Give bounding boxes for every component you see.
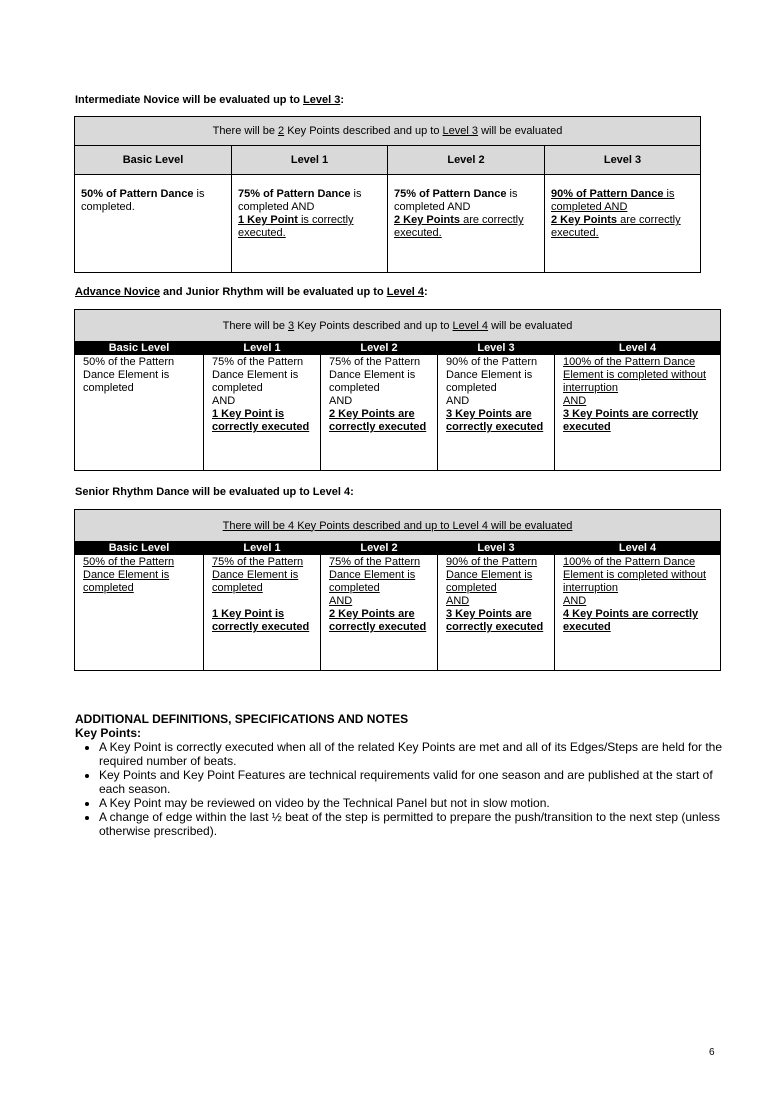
cell-level-3: 90% of the Pattern Dance Element is completed AND 3 Key Points are correctly executed	[438, 355, 555, 471]
header-level-1: Level 1	[204, 542, 321, 555]
notes-subtitle: Key Points:	[75, 726, 142, 740]
list-item: • A Key Point may be reviewed on video by the Technical Panel but not in slow motion.	[99, 796, 725, 810]
list-item: • Key Points and Key Point Features are technical requirements valid for one season and are published at the start of each season.	[99, 768, 725, 796]
heading-level: Level 3	[303, 94, 341, 106]
notes-title: ADDITIONAL DEFINITIONS, SPECIFICATIONS AND NOTES	[75, 712, 409, 726]
cell-basic-level: 50% of Pattern Dance is completed.	[75, 175, 232, 273]
cell-level-1: 75% of the Pattern Dance Element is completed AND 1 Key Point is correctly executed	[204, 355, 321, 471]
header-level-2: Level 2	[388, 146, 545, 175]
cell-level-3: 90% of Pattern Dance is completed AND 2 Key Points are correctly executed.	[545, 175, 701, 273]
header-level-3: Level 3	[545, 146, 701, 175]
header-level-2: Level 2	[321, 342, 438, 355]
header-level-1: Level 1	[204, 342, 321, 355]
intermediate-novice-table	[74, 116, 701, 273]
cell-level-2: 75% of the Pattern Dance Element is completed AND 2 Key Points are correctly executed	[321, 555, 438, 671]
header-level-4: Level 4	[555, 342, 721, 355]
header-basic-level: Basic Level	[75, 342, 204, 355]
cell-level-4: 100% of the Pattern Dance Element is completed without interruption AND 4 Key Points are correctly executed	[555, 555, 721, 671]
heading-text: Intermediate Novice will be evaluated up to	[75, 94, 304, 106]
header-level-4: Level 4	[555, 542, 721, 555]
advance-novice-junior-table	[74, 309, 721, 471]
header-level-2: Level 2	[321, 542, 438, 555]
table-caption: There will be 4 Key Points described and up to Level 4 will be evaluated	[75, 510, 721, 542]
section3-heading: Senior Rhythm Dance will be evaluated up to Level 4:	[75, 486, 354, 498]
header-basic-level: Basic Level	[75, 146, 232, 175]
page-number: 6	[709, 1047, 715, 1058]
notes-list	[75, 740, 725, 838]
table-caption: There will be 2 Key Points described and up to Level 3 will be evaluated	[75, 117, 701, 146]
senior-rhythm-table	[74, 509, 721, 671]
cell-level-3: 90% of the Pattern Dance Element is completed AND 3 Key Points are correctly executed	[438, 555, 555, 671]
list-item: • A change of edge within the last ½ beat of the step is permitted to prepare the push/transition to the next step (unless otherwise prescribed).	[99, 810, 725, 838]
cell-level-2: 75% of Pattern Dance is completed AND 2 Key Points are correctly executed.	[388, 175, 545, 273]
section1-heading	[75, 94, 344, 106]
list-item: • A Key Point is correctly executed when all of the related Key Points are met and all of its Edges/Steps are held for the required number of beats.	[99, 740, 725, 768]
section2-heading: Advance Novice and Junior Rhythm will be evaluated up to Level 4:	[75, 286, 428, 298]
cell-basic-level: 50% of the Pattern Dance Element is completed	[75, 355, 204, 471]
header-level-1: Level 1	[232, 146, 388, 175]
table-caption: There will be 3 Key Points described and up to Level 4 will be evaluated	[75, 310, 721, 342]
header-level-3: Level 3	[438, 342, 555, 355]
cell-level-4: 100% of the Pattern Dance Element is completed without interruption AND 3 Key Points are correctly executed	[555, 355, 721, 471]
header-level-3: Level 3	[438, 542, 555, 555]
cell-level-2: 75% of the Pattern Dance Element is completed AND 2 Key Points are correctly executed	[321, 355, 438, 471]
header-basic-level: Basic Level	[75, 542, 204, 555]
heading-colon: :	[340, 94, 344, 106]
cell-level-1: 75% of Pattern Dance is completed AND 1 Key Point is correctly executed.	[232, 175, 388, 273]
cell-level-1: 75% of the Pattern Dance Element is completed 1 Key Point is correctly executed	[204, 555, 321, 671]
notes-section	[75, 712, 725, 838]
cell-basic-level: 50% of the Pattern Dance Element is completed	[75, 555, 204, 671]
